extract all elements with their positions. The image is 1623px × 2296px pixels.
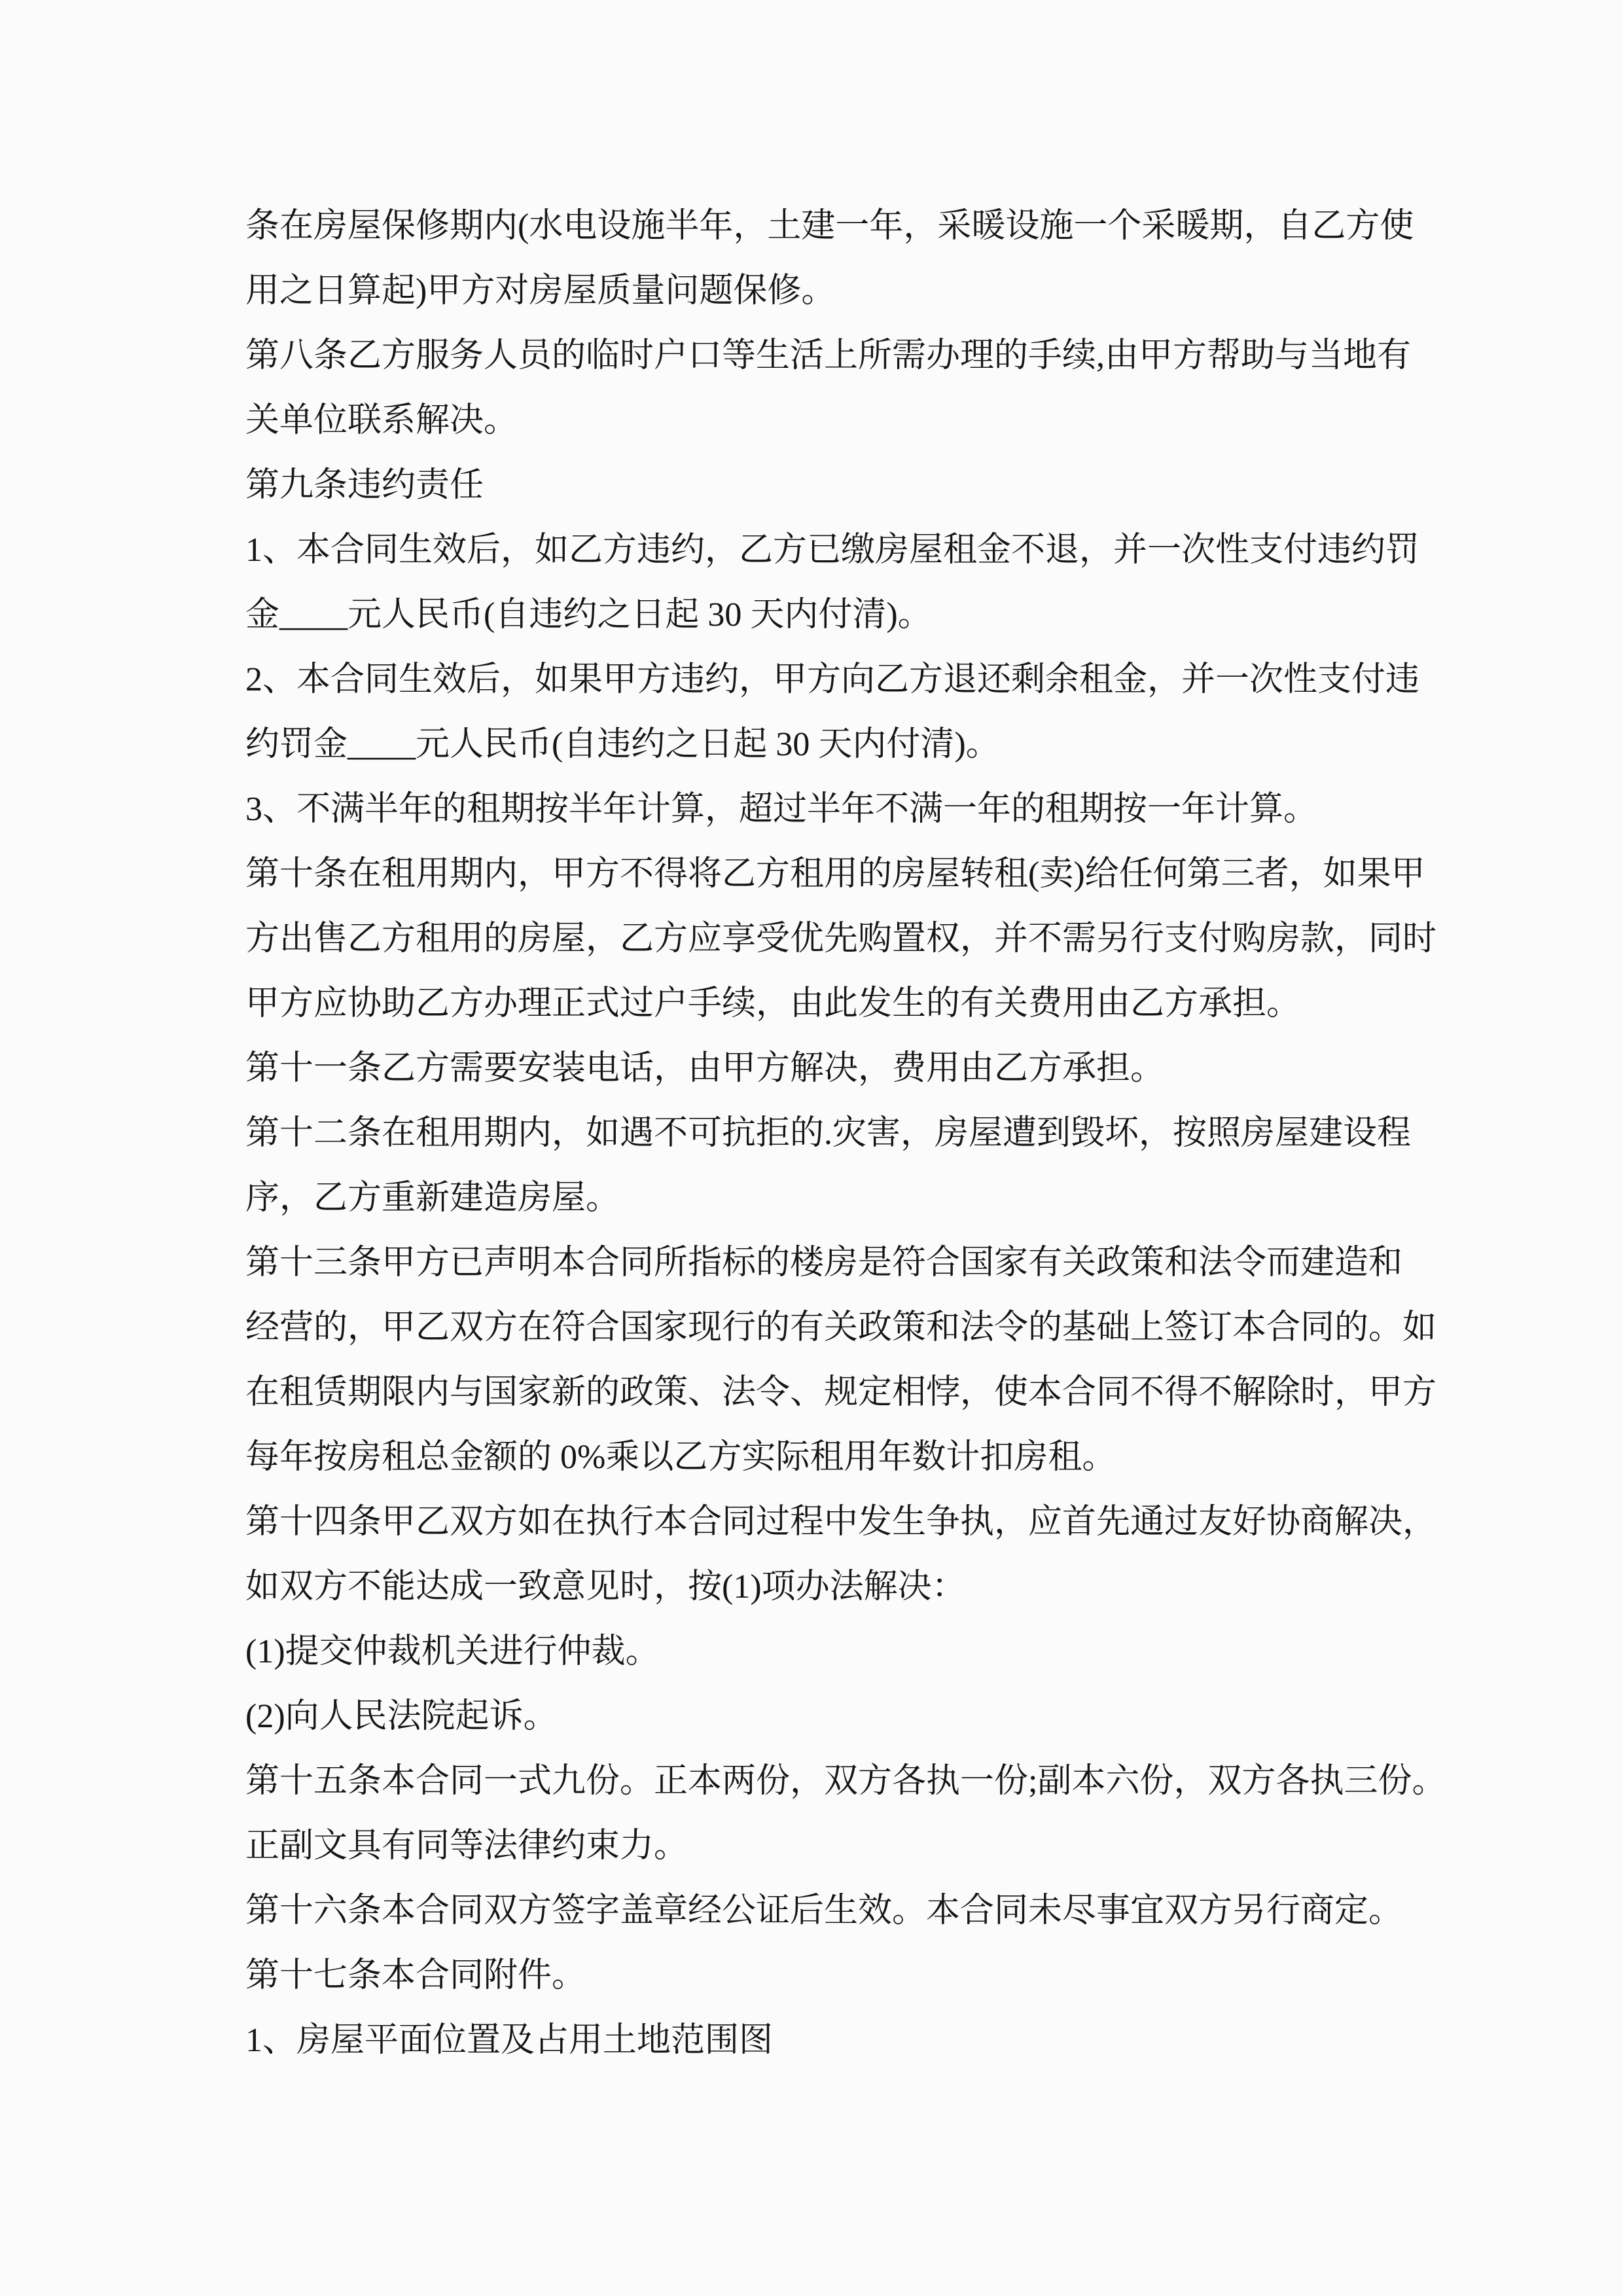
text-line: 第十二条在租用期内，如遇不可抗拒的.灾害，房屋遭到毁坏，按照房屋建设程 [245,1115,1412,1152]
text-line: 2、本合同生效后，如果甲方违约，甲方向乙方退还剩余租金，并一次性支付违 [245,661,1420,698]
text-line: 正副文具有同等法律约束力。 [245,1827,688,1865]
text-line: 金____元人民币(自违约之日起 30 天内付清)。 [245,596,932,634]
text-line: 条在房屋保修期内(水电设施半年，土建一年，采暖设施一个采暖期，自乙方使 [245,207,1414,245]
text-line: 第八条乙方服务人员的临时户口等生活上所需办理的手续,由甲方帮助与当地有 [245,337,1412,374]
text-line: 第十七条本合同附件。 [245,1957,586,1994]
text-line: 第十一条乙方需要安装电话，由甲方解决，费用由乙方承担。 [245,1050,1165,1087]
document-page [245,194,1446,2073]
text-line: 第十五条本合同一式九份。正本两份，双方各执一份;副本六份，双方各执三份。 [245,1763,1446,1800]
text-line: (2)向人民法院起诉。 [245,1698,558,1735]
text-line: 在租赁期限内与国家新的政策、法令、规定相悖，使本合同不得不解除时，甲方 [245,1374,1437,1411]
text-line: 序，乙方重新建造房屋。 [245,1179,620,1217]
text-line: 关单位联系解决。 [245,402,518,439]
text-line: 经营的，甲乙双方在符合国家现行的有关政策和法令的基础上签订本合同的。如 [245,1309,1437,1346]
text-line: 1、房屋平面位置及占用土地范围图 [245,2022,774,2059]
text-line: 用之日算起)甲方对房屋质量问题保修。 [245,272,836,310]
text-line: 如双方不能达成一致意见时，按(1)项办法解决： [245,1568,966,1605]
text-line: 第十条在租用期内，甲方不得将乙方租用的房屋转租(卖)给任何第三者，如果甲 [245,855,1425,893]
text-line: 甲方应协助乙方办理正式过户手续，由此发生的有关费用由乙方承担。 [245,985,1301,1022]
text-line: 第十六条本合同双方签字盖章经公证后生效。本合同未尽事宜双方另行商定。 [245,1892,1403,1929]
text-line: (1)提交仲裁机关进行仲裁。 [245,1633,660,1670]
text-line: 第九条违约责任 [245,467,484,504]
text-line: 第十四条甲乙双方如在执行本合同过程中发生争执，应首先通过友好协商解决， [245,1503,1437,1541]
text-line: 每年按房租总金额的 0%乘以乙方实际租用年数计扣房租。 [245,1439,1116,1476]
text-line: 约罚金____元人民币(自违约之日起 30 天内付清)。 [245,726,1000,763]
text-line: 方出售乙方租用的房屋，乙方应享受优先购置权，并不需另行支付购房款，同时 [245,920,1437,958]
text-line: 第十三条甲方已声明本合同所指标的楼房是符合国家有关政策和法令而建造和 [245,1244,1403,1282]
text-line: 1、本合同生效后，如乙方违约，乙方已缴房屋租金不退，并一次性支付违约罚 [245,531,1420,569]
text-line: 3、不满半年的租期按半年计算，超过半年不满一年的租期按一年计算。 [245,791,1318,828]
